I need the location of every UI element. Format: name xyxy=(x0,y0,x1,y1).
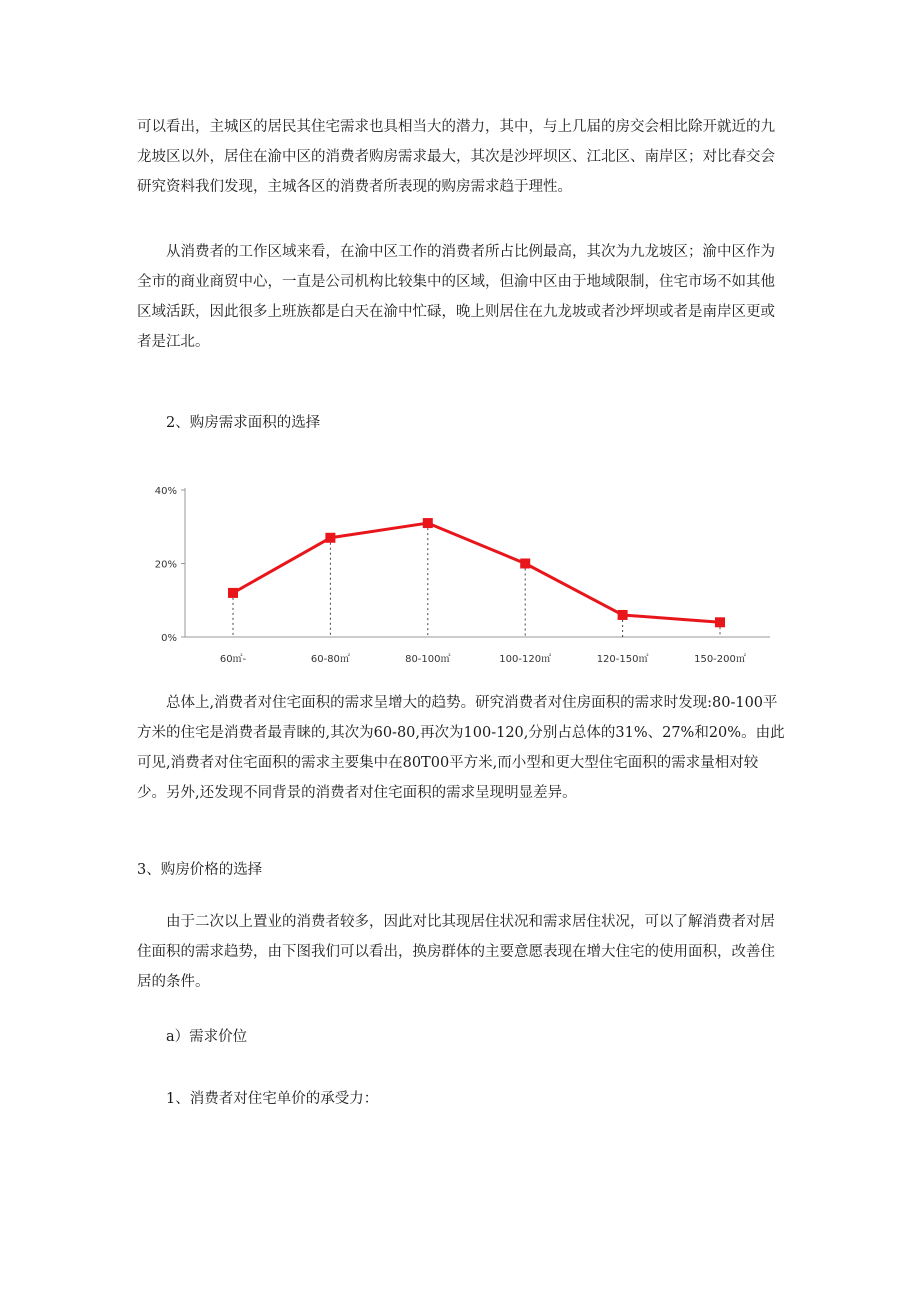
y-tick-label: 20% xyxy=(154,559,177,571)
heading-area-choice: 2、购房需求面积的选择 xyxy=(166,415,321,431)
chart-drop-lines xyxy=(233,523,720,637)
heading-demand-price: a）需求价位 xyxy=(166,1029,248,1045)
paragraph-work-area: 从消费者的工作区域来看，在渝中区工作的消费者所占比例最高，其次为九龙坡区；渝中区作为全市的商业商贸中心，一直是公司机构比较集中的区域，但渝中区由于地域限制，住宅市场不如其他区域活跃，因此很多上班族都是白天在渝中忙碌，晚上则居住在九龙坡或者沙坪坝或者是南岸区更或者是江北。 xyxy=(137,244,775,350)
y-tick-label: 40% xyxy=(154,486,177,497)
chart-y-ticks xyxy=(155,486,185,644)
y-tick-label: 0% xyxy=(161,633,177,644)
x-tick-label: 80-100㎡ xyxy=(405,654,451,665)
data-point xyxy=(520,559,530,569)
data-point xyxy=(325,533,335,543)
x-tick-label: 60㎡- xyxy=(219,654,247,665)
chart-series-line xyxy=(233,523,720,622)
data-point xyxy=(715,617,725,627)
x-tick-label: 60-80㎡ xyxy=(310,654,350,665)
x-tick-label: 100-120㎡ xyxy=(499,654,552,665)
heading-unit-price-tolerance: 1、消费者对住宅单价的承受力： xyxy=(166,1091,379,1107)
data-point xyxy=(423,518,433,528)
chart-markers xyxy=(228,518,725,627)
area-demand-chart xyxy=(130,470,780,675)
heading-price-choice: 3、购房价格的选择 xyxy=(137,862,263,878)
chart-x-labels xyxy=(220,653,746,665)
x-tick-label: 120-150㎡ xyxy=(596,654,649,665)
data-point xyxy=(228,588,238,598)
paragraph-residence-demand: 可以看出，主城区的居民其住宅需求也具相当大的潜力，其中，与上几届的房交会相比除开就近的九龙坡区以外，居住在渝中区的消费者购房需求最大，其次是沙坪坝区、江北区、南岸区；对比春交会研究资料我们发现，主城各区的消费者所表现的购房需求趋于理性。 xyxy=(137,119,775,195)
paragraph-area-summary: 总体上,消费者对住宅面积的需求呈增大的趋势。研究消费者对住房面积的需求时发现:80-100平方米的住宅是消费者最青睐的,其次为60-80,再次为100-120,分别占总体的31%、27%和20%。由此可见,消费者对住宅面积的需求主要集中在80T00平方米,而小型和更大型住宅面积的需求量相对较少。另外,还发现不同背景的消费者对住宅面积的需求呈现明显差异。 xyxy=(137,695,785,801)
chart-axes xyxy=(185,488,770,637)
x-tick-label: 150-200㎡ xyxy=(694,654,746,665)
paragraph-upgrade-demand: 由于二次以上置业的消费者较多，因此对比其现居住状况和需求居住状况，可以了解消费者对居住面积的需求趋势，由下图我们可以看出，换房群体的主要意愿表现在增大住宅的使用面积，改善住居的条件。 xyxy=(137,914,775,990)
data-point xyxy=(618,610,628,620)
series-line xyxy=(233,523,720,622)
